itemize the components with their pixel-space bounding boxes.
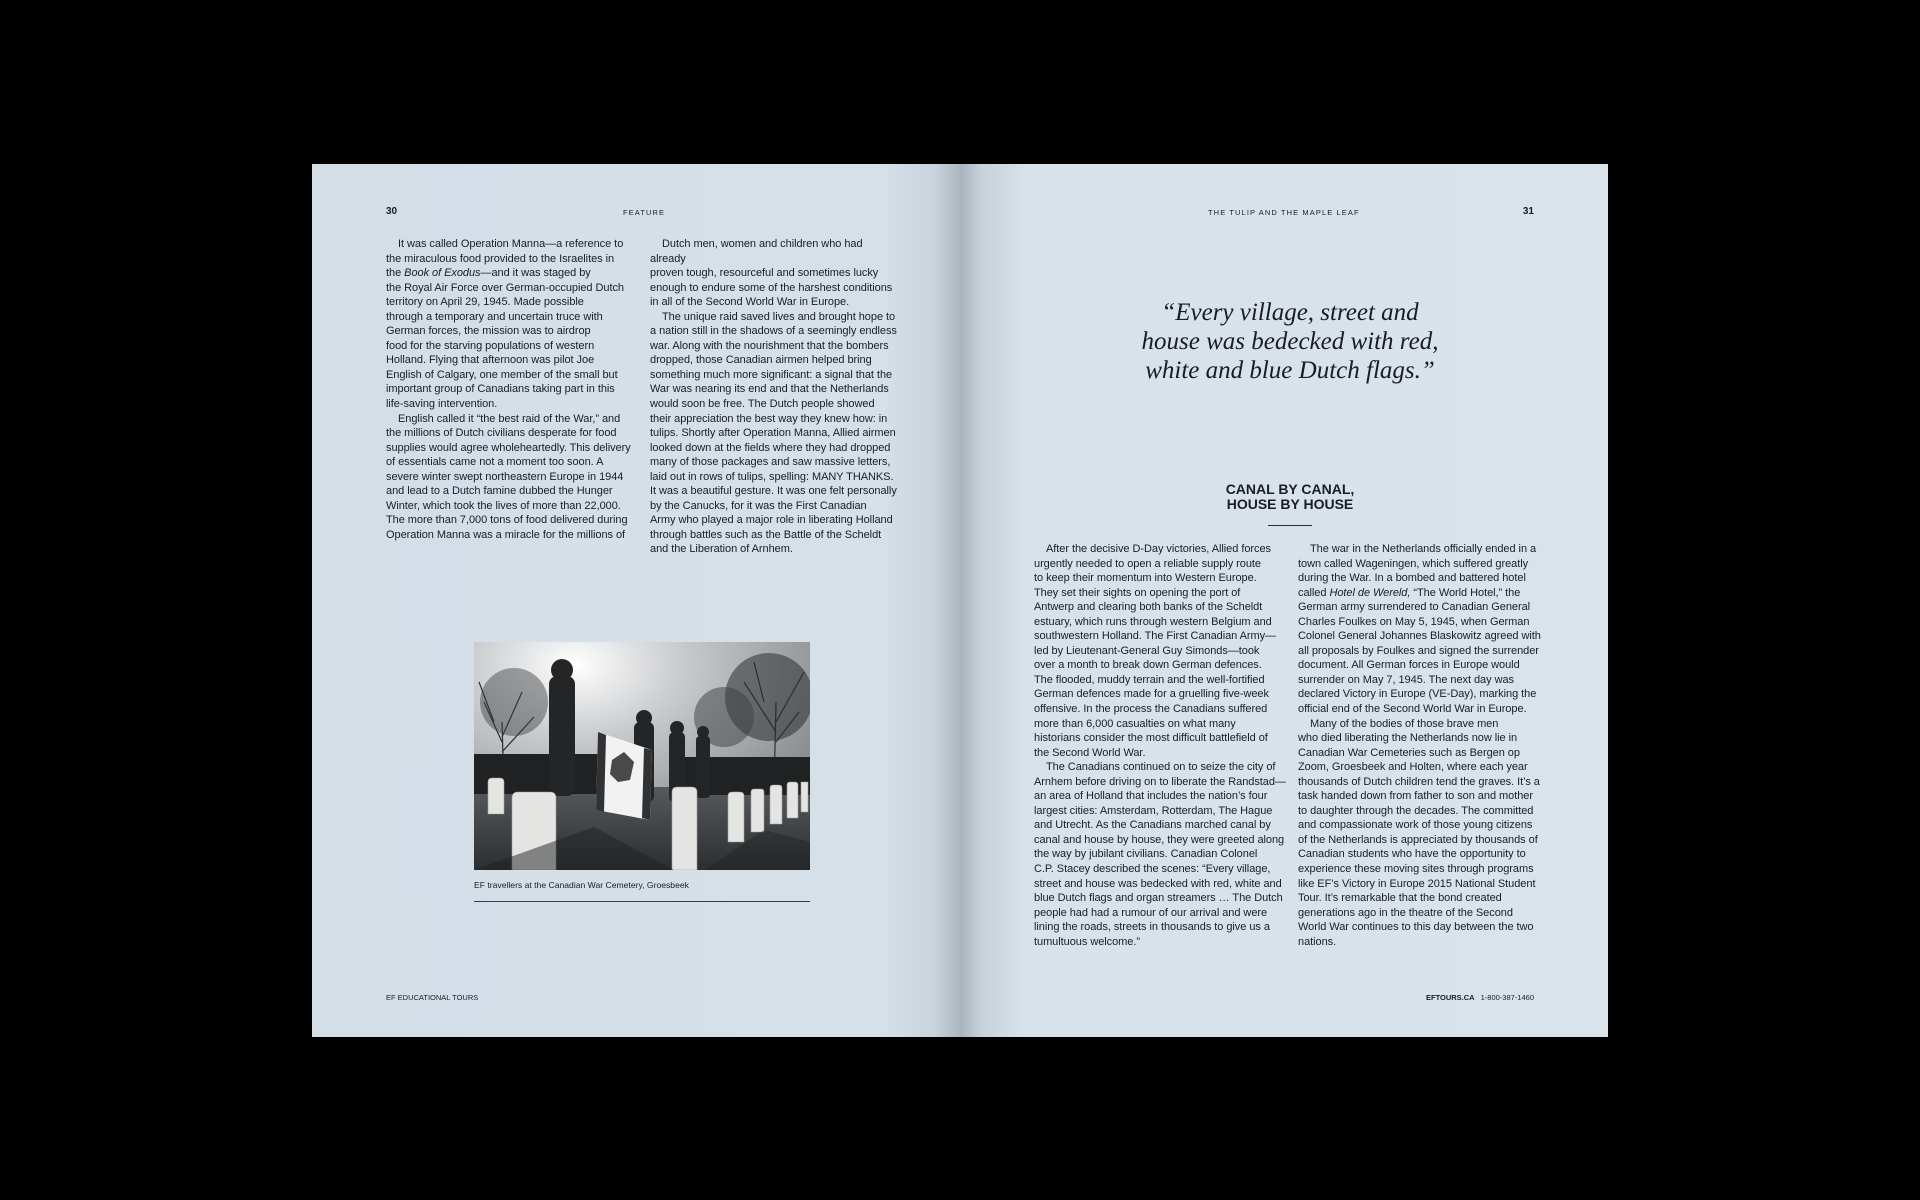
text-line: CANAL BY CANAL, [1225,481,1355,497]
body-column-2 [1298,542,1550,949]
photo-caption: EF travellers at the Canadian War Cemetery, Groesbeek [474,880,689,890]
body-paragraph: English called it “the best raid of the War,” and the millions of Dutch civilians desperate for food supplies would agree wholeheartedly. This delivery of essentials came not a moment too soon. A severe winter swept northeastern Europe in 1944 and lead to a Dutch famine dubbed the Hunger Winter, which took the lives of more than 22,000. The more than 7,000 tons of food delivered during Operation Manna was a miracle for the millions of [386,412,631,541]
body-paragraph: After the decisive D-Day victories, Allied forces urgently needed to open a reliable supply route to keep their momentum into Western Europe. They set their sights on opening the port of Antwerp and clearing both banks of the Scheldt estuary, which runs through western Belgium and southwestern Holland. The First Canadian Army— led by Lieutenant-General Guy Simonds—took over a month to break down German defences. The flooded, muddy terrain and the well-fortified German defences made for a gruelling five-week offensive. In the process the Canadians suffered more than 6,000 casualties on what many historians consider the most difficult battlefield of the Second World War. [1034,543,1277,759]
text-line: white and blue Dutch flags.” [1145,357,1435,384]
pull-quote [1080,298,1500,385]
body-paragraph: The war in the Netherlands officially ended in a town called Wageningen, which suffered greatly during the War. In a bombed and battered hotel called Hotel de Wereld, “The World Hotel,” the German army surrendered to Canadian General Charles Foulkes on May 5, 1945, when German Colonel General Johannes Blaskowitz agreed with all proposals by Foulkes and signed the surrender document. All German forces in Europe would surrender on May 7, 1945. The next day was declared Victory in Europe (VE-Day), marking the official end of the Second World War in Europe. [1298,543,1541,716]
body-paragraph: The unique raid saved lives and brought hope to a nation still in the shadows of a seemingly endless war. Along with the nourishment that the bombers dropped, those Canadian airmen helped bring something much more significant: a signal that the War was nearing its end and that the Netherlands would soon be free. The Dutch people showed their appreciation the best way they knew how: in tulips. Shortly after Operation Manna, Allied airmen looked down at the fields where they had dropped many of those packages and saw massive letters, laid out in rows of tulips, spelling: MANY THANKS. It was a beautiful gesture. It was one felt personally by the Canucks, for it was the First Canadian Army who played a major role in liberating Holland through battles such as the Battle of the Scheldt and the Liberation of Arnhem. [650,310,897,556]
text-line: house was bedecked with red, [1141,328,1439,355]
page-number: 30 [386,206,398,217]
body-paragraph: Many of the bodies of those brave men who died liberating the Netherlands now lie in Canadian War Cemeteries such as Bergen op Zoom, Groesbeek and Holten, where each year thousands of Dutch children tend the graves. It’s a task handed down from father to son and mother to daughter through the decades. The committed and compassionate work of those young citizens of the Netherlands is appreciated by thousands of Canadian students who have the opportunity to experience these moving sites through programs like EF’s Victory in Europe 2015 National Student Tour. It’s remarkable that the bond created generations ago in the theatre of the Second World War continues to this day between the two nations. [1298,717,1540,948]
footer-phone: 1-800-387-1460 [1480,993,1534,1002]
cemetery-photo [474,642,810,870]
body-paragraph: Dutch men, women and children who had already proven tough, resourceful and sometimes lucky enough to endure some of the harshest conditions in all of the Second World War in Europe. [650,238,893,309]
subhead-divider [1268,525,1312,526]
body-column-1 [1034,542,1286,949]
footer-contact [1426,993,1534,1002]
running-head: FEATURE [623,208,666,217]
text-line: HOUSE BY HOUSE [1226,495,1354,512]
body-column-2 [650,237,900,557]
text-line: “Every village, street and [1161,299,1419,326]
body-paragraph: The Canadians continued on to seize the city of Arnhem before driving on to liberate the Randstad— an area of Holland that includes the nation’s four largest cities: Amsterdam, Rotterdam, The Hague and Utrecht. As the Canadians marched canal by canal and house by house, they were greeted along the way by jubilant civilians. Canadian Colonel C.P. Stacey described the scenes: “Every village, street and house was bedecked with red, white and blue Dutch flags and organ streamers … The Dutch people had had a rumour of our arrival and were lining the roads, streets in thousands to give us a tumultuous welcome.” [1034,761,1286,948]
magazine-spread [312,164,1608,1037]
page-number: 31 [1522,206,1534,217]
footer-publication: EF EDUCATIONAL TOURS [386,993,479,1002]
body-column-1 [386,237,636,542]
footer-website: EFTOURS.CA [1425,993,1475,1002]
section-subhead [1160,482,1420,511]
caption-divider [474,901,810,902]
running-head: THE TULIP AND THE MAPLE LEAF [1208,208,1360,217]
left-page [312,164,960,1037]
body-paragraph: It was called Operation Manna—a reference to the miraculous food provided to the Israelites in the Book of Exodus—and it was staged by the Royal Air Force over German-occupied Dutch territory on April 29, 1945. Made possible through a temporary and uncertain truce with German forces, the mission was to airdrop food for the starving populations of western Holland. Flying that afternoon was pilot Joe English of Calgary, one member of the small but important group of Canadians taking part in this life-saving intervention. [386,238,624,411]
right-page [960,164,1608,1037]
